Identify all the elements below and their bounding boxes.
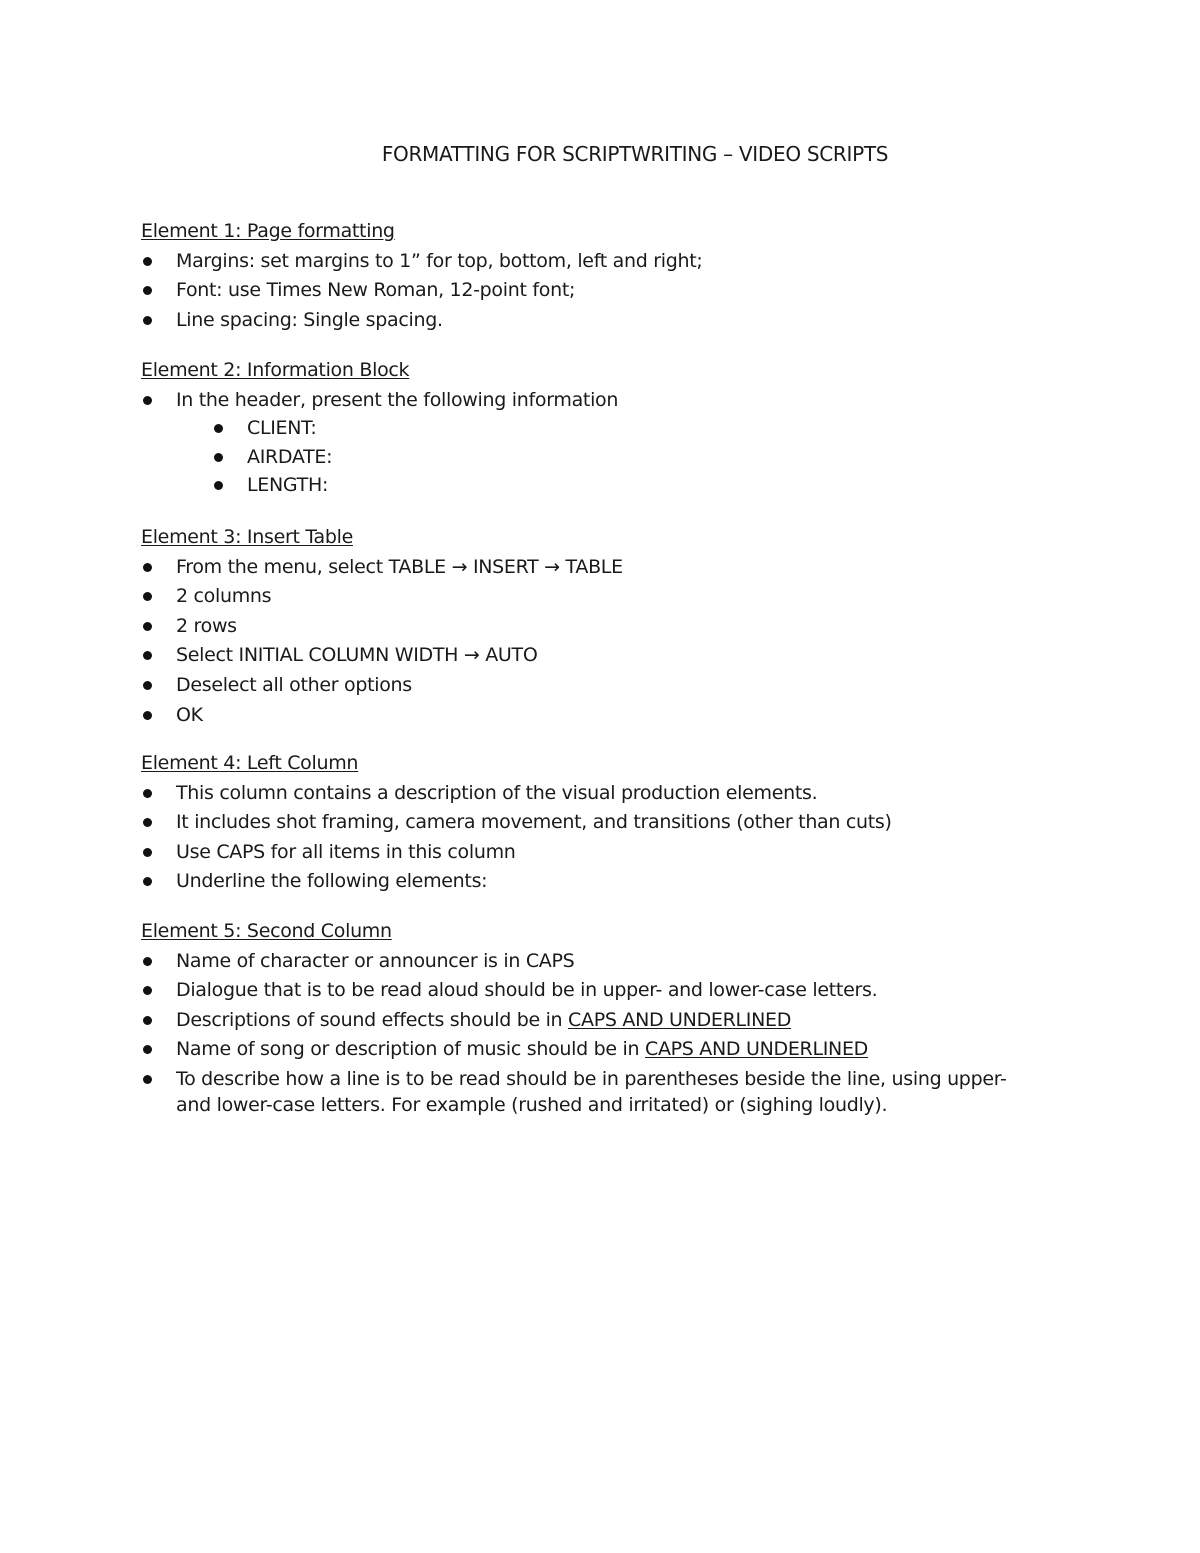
bullet-icon: [143, 848, 152, 857]
bullet-icon: [143, 986, 152, 995]
sub-list-item: LENGTH:: [141, 472, 1041, 498]
bullet-icon: [143, 957, 152, 966]
bullet-icon: [214, 453, 223, 462]
document-title: FORMATTING FOR SCRIPTWRITING – VIDEO SCRIPTS: [381, 142, 889, 166]
list-item: Underline the following elements:: [141, 868, 1041, 894]
bullet-list: [141, 780, 1041, 895]
list-item: Use CAPS for all items in this column: [141, 839, 1041, 865]
underlined-text: CAPS AND UNDERLINED: [644, 1038, 868, 1061]
list-item: 2 columns: [141, 583, 1041, 609]
bullet-icon: [143, 1016, 152, 1025]
bullet-list: [141, 948, 1041, 1118]
list-item: Name of song or description of music should be in CAPS AND UNDERLINED: [141, 1036, 1041, 1062]
bullet-list: [141, 554, 1041, 728]
section-heading: Element 4: Left Column: [141, 752, 359, 774]
bullet-icon: [143, 651, 152, 660]
bullet-icon: [143, 789, 152, 798]
underlined-text: CAPS AND UNDERLINED: [568, 1008, 792, 1031]
list-item: To describe how a line is to be read should be in parentheses beside the line, using upper- and lower-case letters. For example (rushed and irritated) or (sighing loudly).: [141, 1066, 1041, 1118]
sub-list-item: AIRDATE:: [141, 444, 1041, 470]
list-item: 2 rows: [141, 613, 1041, 639]
sub-list-item: CLIENT:: [141, 415, 1041, 441]
list-item: Dialogue that is to be read aloud should be in upper- and lower-case letters.: [141, 977, 1041, 1003]
section-heading: Element 2: Information Block: [141, 359, 410, 381]
bullet-icon: [143, 257, 152, 266]
list-item: Deselect all other options: [141, 672, 1041, 698]
list-item: Name of character or announcer is in CAPS: [141, 948, 1041, 974]
bullet-icon: [214, 481, 223, 490]
bullet-list: [141, 248, 1041, 333]
list-item: In the header, present the following information: [141, 387, 1041, 413]
list-item: It includes shot framing, camera movement, and transitions (other than cuts): [141, 809, 1041, 835]
section-heading: Element 3: Insert Table: [141, 526, 353, 548]
bullet-icon: [143, 563, 152, 572]
list-item: Margins: set margins to 1” for top, bottom, left and right;: [141, 248, 1041, 274]
bullet-icon: [143, 286, 152, 295]
bullet-icon: [214, 424, 223, 433]
list-item: This column contains a description of the visual production elements.: [141, 780, 1041, 806]
list-item: Line spacing: Single spacing.: [141, 307, 1041, 333]
section-element-4: [141, 750, 1041, 894]
bullet-icon: [143, 316, 152, 325]
bullet-icon: [143, 818, 152, 827]
section-element-2: [141, 357, 1041, 498]
bullet-icon: [143, 1075, 152, 1084]
bullet-icon: [143, 711, 152, 720]
bullet-icon: [143, 681, 152, 690]
bullet-icon: [143, 1045, 152, 1054]
section-element-1: [141, 218, 1041, 333]
section-element-3: [141, 524, 1041, 728]
bullet-icon: [143, 622, 152, 631]
bullet-icon: [143, 877, 152, 886]
list-item: Descriptions of sound effects should be in CAPS AND UNDERLINED: [141, 1007, 1041, 1033]
section-element-5: [141, 918, 1041, 1118]
section-heading: Element 1: Page formatting: [141, 220, 395, 242]
bullet-icon: [143, 396, 152, 405]
bullet-icon: [143, 592, 152, 601]
list-item: OK: [141, 702, 1041, 728]
list-item: Font: use Times New Roman, 12-point font;: [141, 277, 1041, 303]
section-heading: Element 5: Second Column: [141, 920, 392, 942]
list-item: Select INITIAL COLUMN WIDTH → AUTO: [141, 642, 1041, 668]
bullet-list: [141, 387, 1041, 499]
list-item: From the menu, select TABLE → INSERT → TABLE: [141, 554, 1041, 580]
